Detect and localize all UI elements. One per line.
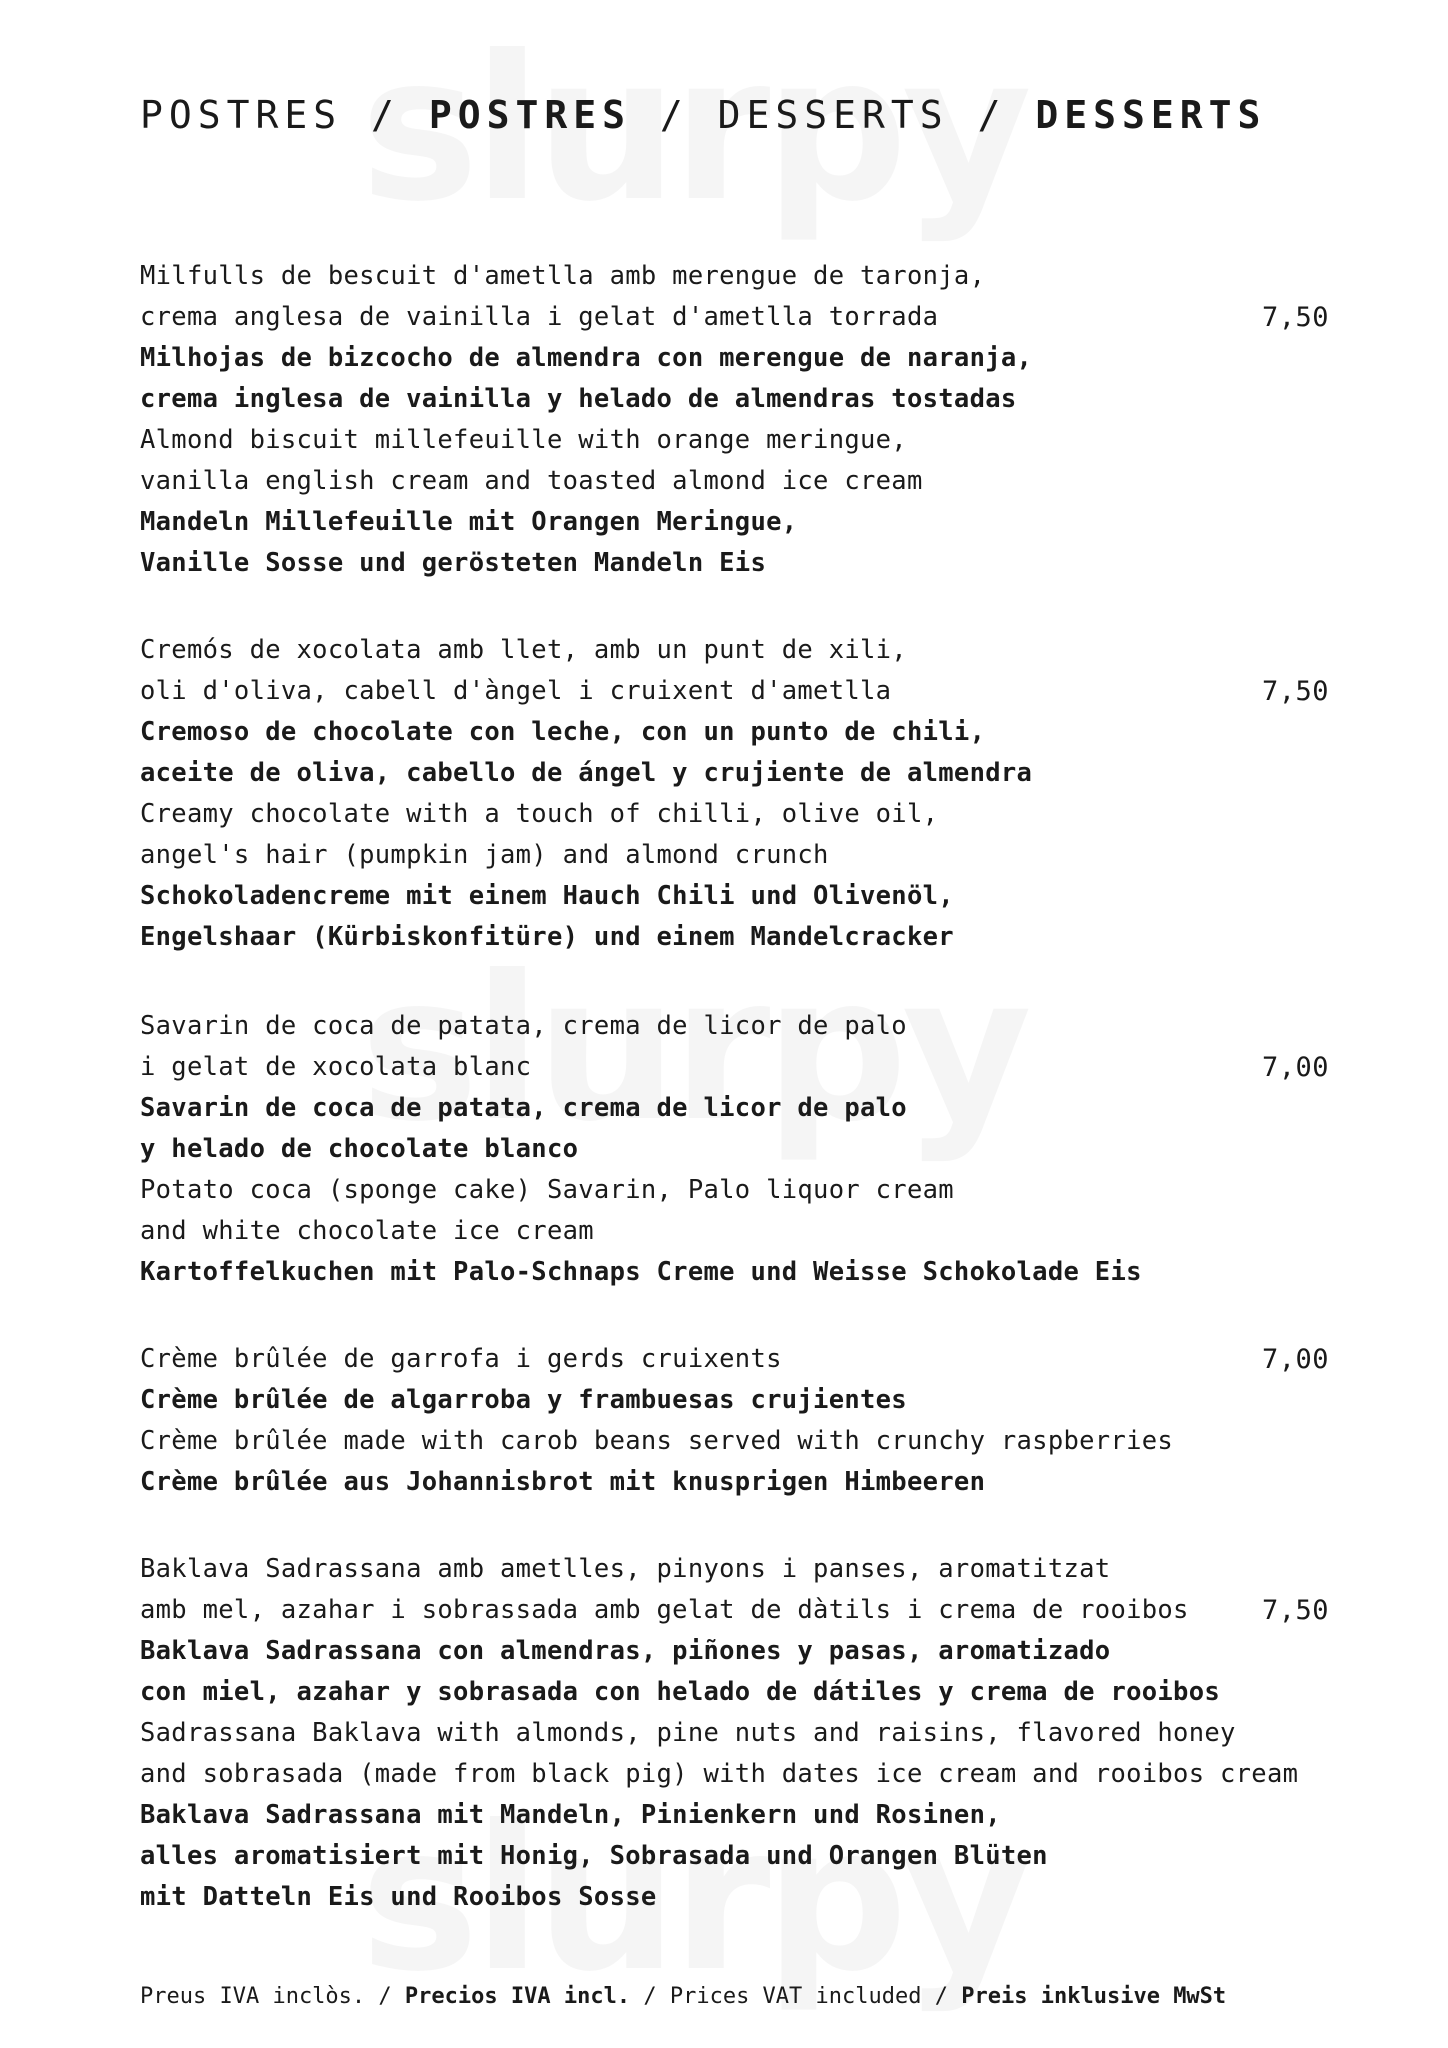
description-german: Mandeln Millefeuille mit Orangen Meringue, <box>140 507 798 537</box>
description-spanish: crema inglesa de vainilla y helado de almendras tostadas <box>140 384 1017 414</box>
description-catalan: Crème brûlée de garrofa i gerds cruixents <box>140 1344 782 1374</box>
price: 7,00 <box>1262 1052 1330 1083</box>
description-spanish: Cremoso de chocolate con leche, con un punto de chili, <box>140 717 986 747</box>
description-english: angel's hair (pumpkin jam) and almond crunch <box>140 840 829 870</box>
description-catalan: Milfulls de bescuit d'ametlla amb merengue de taronja, <box>140 261 986 291</box>
title-spanish: POSTRES <box>428 93 631 137</box>
vat-note-spanish: Precios IVA incl. <box>404 1984 631 2009</box>
description-english: vanilla english cream and toasted almond ice cream <box>140 466 923 496</box>
title-german: DESSERTS <box>1035 93 1267 137</box>
description-english: Sadrassana Baklava with almonds, pine nuts and raisins, flavored honey <box>140 1718 1236 1748</box>
description-spanish: aceite de oliva, cabello de ángel y crujiente de almendra <box>140 758 1033 788</box>
description-spanish: Savarin de coca de patata, crema de licor de palo <box>140 1093 907 1123</box>
menu-item-creme-brulee <box>140 1339 1340 1503</box>
description-english: Potato coca (sponge cake) Savarin, Palo liquor cream <box>140 1175 954 1205</box>
vat-note-english: Prices VAT included <box>669 1984 922 2009</box>
vat-separator: / <box>934 1984 949 2009</box>
description-spanish: y helado de chocolate blanco <box>140 1134 579 1164</box>
menu-item-cremos <box>140 630 1340 958</box>
description-spanish: Crème brûlée de algarroba y frambuesas crujientes <box>140 1385 907 1415</box>
description-catalan: Baklava Sadrassana amb ametlles, pinyons i panses, aromatitzat <box>140 1554 1111 1584</box>
description-german: Crème brûlée aus Johannisbrot mit knusprigen Himbeeren <box>140 1467 986 1497</box>
description-english: Crème brûlée made with carob beans served with crunchy raspberries <box>140 1426 1174 1456</box>
title-catalan: POSTRES <box>140 93 343 137</box>
description-english: Creamy chocolate with a touch of chilli, olive oil, <box>140 799 939 829</box>
menu-item-baklava <box>140 1549 1340 1918</box>
description-catalan: Savarin de coca de patata, crema de licor de palo <box>140 1011 907 1041</box>
vat-note-catalan: Preus IVA inclòs. <box>140 1984 366 2009</box>
description-spanish: Milhojas de bizcocho de almendra con merengue de naranja, <box>140 343 1033 373</box>
menu-item-savarin <box>140 1006 1340 1293</box>
vat-separator: / <box>378 1984 392 2009</box>
description-catalan: oli d'oliva, cabell d'àngel i cruixent d'ametlla <box>140 676 892 706</box>
title-separator: / <box>659 93 689 137</box>
description-spanish: con miel, azahar y sobrasada con helado de dátiles y crema de rooibos <box>140 1677 1221 1707</box>
description-catalan: amb mel, azahar i sobrassada amb gelat de dàtils i crema de rooibos <box>140 1595 1189 1625</box>
price: 7,50 <box>1262 676 1330 707</box>
description-english: Almond biscuit millefeuille with orange meringue, <box>140 425 907 455</box>
price: 7,50 <box>1262 1595 1330 1626</box>
description-catalan: Cremós de xocolata amb llet, amb un punt de xili, <box>140 635 907 665</box>
description-german: Baklava Sadrassana mit Mandeln, Pinienkern und Rosinen, <box>140 1800 1001 1830</box>
description-catalan: crema anglesa de vainilla i gelat d'ametlla torrada <box>140 302 939 332</box>
description-spanish: Baklava Sadrassana con almendras, piñones y pasas, aromatizado <box>140 1636 1111 1666</box>
price: 7,00 <box>1262 1344 1330 1375</box>
description-german: Vanille Sosse und gerösteten Mandeln Eis <box>140 548 767 578</box>
description-english: and white chocolate ice cream <box>140 1216 594 1246</box>
title-separator: / <box>371 93 400 137</box>
vat-note-german: Preis inklusive MwSt <box>961 1984 1227 2009</box>
description-german: Kartoffelkuchen mit Palo-Schnaps Creme und Weisse Schokolade Eis <box>140 1257 1142 1287</box>
description-german: mit Datteln Eis und Rooibos Sosse <box>140 1882 657 1912</box>
page-title <box>140 93 1267 137</box>
menu-item-milfulls <box>140 256 1340 584</box>
description-german: Schokoladencreme mit einem Hauch Chili und Olivenöl, <box>140 881 954 911</box>
title-english: DESSERTS <box>717 93 949 137</box>
vat-separator: / <box>643 1984 657 2009</box>
description-catalan: i gelat de xocolata blanc <box>140 1052 532 1082</box>
title-separator: / <box>977 93 1007 137</box>
description-english: and sobrasada (made from black pig) with dates ice cream and rooibos cream <box>140 1759 1299 1789</box>
description-german: alles aromatisiert mit Honig, Sobrasada und Orangen Blüten <box>140 1841 1048 1871</box>
description-german: Engelshaar (Kürbiskonfitüre) und einem Mandelcracker <box>140 922 954 952</box>
price: 7,50 <box>1262 302 1330 333</box>
footer-vat-note <box>140 1982 1226 2012</box>
